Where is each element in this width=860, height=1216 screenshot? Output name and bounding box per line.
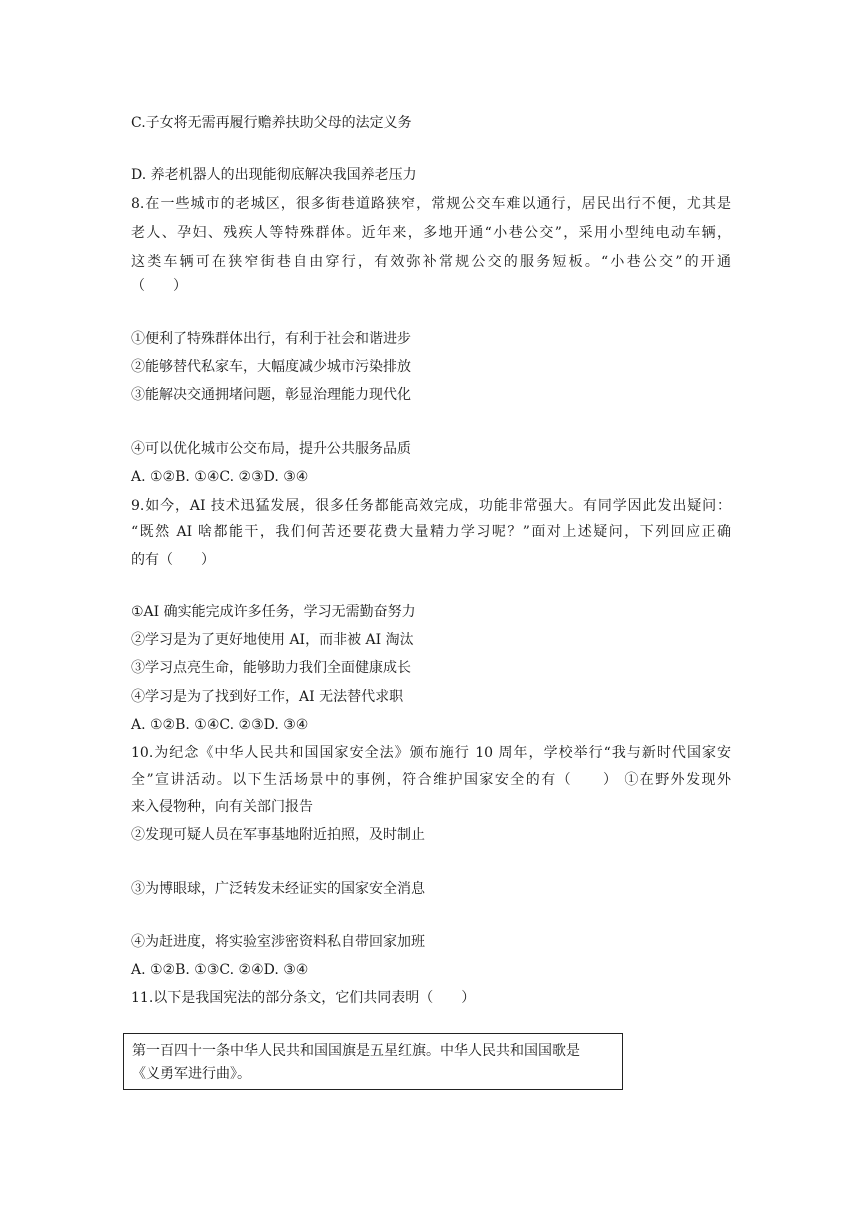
q11-stem: 11.以下是我国宪法的部分条文，它们共同表明（ ） <box>131 990 476 1006</box>
q7-option-d: D. 养老机器人的出现能彻底解决我国养老压力 <box>131 167 417 183</box>
q8-statement: ①便利了特殊群体出行，有利于社会和谐进步 <box>131 331 411 347</box>
constitution-quote-box <box>123 1033 623 1090</box>
q8-options: A. ①②B. ①④C. ②③D. ③④ <box>131 469 309 485</box>
q9-options: A. ①②B. ①④C. ②③D. ③④ <box>131 717 309 733</box>
q8-statement: ④可以优化城市公交布局，提升公共服务品质 <box>131 441 411 457</box>
q9-statement: ②学习是为了更好地使用 AI，而非被 AI 淘汰 <box>131 632 414 648</box>
q10-stem-line: 来入侵物种，向有关部门报告 <box>131 799 313 815</box>
q9-stem-line: “既然 AI 啥都能干，我们何苦还要花费大量精力学习呢？”面对上述疑问，下列回应正确 <box>131 524 731 540</box>
q8-stem-line: 这类车辆可在狭窄街巷自由穿行，有效弥补常规公交的服务短板。“小巷公交”的开通 <box>131 254 731 270</box>
q8-statement: ③能解决交通拥堵问题，彰显治理能力现代化 <box>131 387 411 403</box>
q10-statement: ②发现可疑人员在军事基地附近拍照，及时制止 <box>131 827 425 843</box>
q7-option-c: C.子女将无需再履行赡养扶助父母的法定义务 <box>131 115 412 131</box>
q8-stem-line: 8.在一些城市的老城区，很多街巷道路狭窄，常规公交车难以通行，居民出行不便，尤其是 <box>131 196 731 212</box>
q8-statement: ②能够替代私家车，大幅度减少城市污染排放 <box>131 359 411 375</box>
q9-statement: ①AI 确实能完成许多任务，学习无需勤奋努力 <box>131 604 416 620</box>
quote-line: 《义勇军进行曲》。 <box>132 1066 251 1082</box>
q10-stem-line: 10.为纪念《中华人民共和国国家安全法》颁布施行 10 周年，学校举行“我与新时代国家安 <box>131 745 731 761</box>
q10-statement: ④为赶进度，将实验室涉密资料私自带回家加班 <box>131 934 425 950</box>
q10-stem-line: 全”宣讲活动。以下生活场景中的事例，符合维护国家安全的有（ ） ①在野外发现外 <box>131 772 731 788</box>
q10-statement: ③为博眼球，广泛转发未经证实的国家安全消息 <box>131 881 425 897</box>
q9-statement: ③学习点亮生命，能够助力我们全面健康成长 <box>131 660 411 676</box>
q10-options: A. ①②B. ①③C. ②④D. ③④ <box>131 962 309 978</box>
q9-stem-line: 的有（ ） <box>131 552 215 568</box>
q8-stem-line: 老人、孕妇、残疾人等特殊群体。近年来，多地开通“小巷公交”，采用小型纯电动车辆， <box>131 225 731 241</box>
q8-stem-line: （ ） <box>131 278 187 294</box>
q9-stem-line: 9.如今，AI 技术迅猛发展，很多任务都能高效完成，功能非常强大。有同学因此发出疑问： <box>131 498 731 514</box>
q9-statement: ④学习是为了找到好工作，AI 无法替代求职 <box>131 689 404 705</box>
quote-line: 第一百四十一条中华人民共和国国旗是五星红旗。中华人民共和国国歌是 <box>132 1043 580 1059</box>
